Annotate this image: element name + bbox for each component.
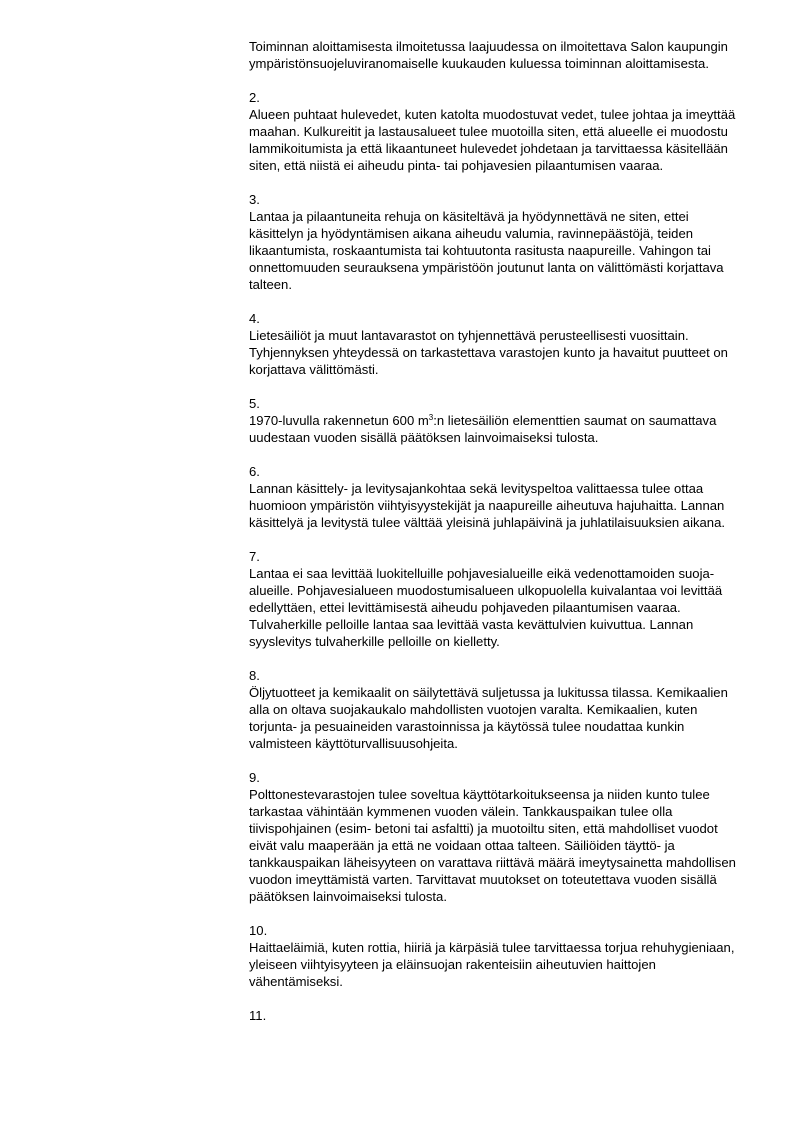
condition-text: Lantaa ei saa levittää luokitelluille pohjavesialueille eikä vedenottamoiden suoja-alueille. Pohjavesialueen muodostumisalueen ulkopuolella kuivalantaa voi levittää edellyttäen, ettei levittämisestä aiheudu pohjaveden pilaantumisen vaaraa. Tulvaherkille pelloille lantaa saa levittää vasta kevättulvien kuivuttua. Lannan syyslevitys tulvaherkille pelloille on kielletty. <box>249 566 723 649</box>
condition-6 <box>249 463 739 531</box>
condition-text: Haittaeläimiä, kuten rottia, hiiriä ja kärpäsiä tulee tarvittaessa torjua rehuhygieniaan, yleiseen viihtyisyyteen ja eläinsuojan rakenteisiin aiheutuvien haittojen vähentämiseksi. <box>249 940 735 989</box>
condition-text: Öljytuotteet ja kemikaalit on säilytettävä suljetussa ja lukitussa tilassa. Kemikaalien alla on oltava suojakaukalo mahdollisten vuotojen varalta. Kemikaalien, kuten torjunta- ja pesuaineiden varastoinnissa ja käytössä tulee noudattaa kunkin valmisteen käyttöturvallisuusohjeita. <box>249 685 728 751</box>
condition-text-start: 1970-luvulla rakennetun 600 m <box>249 413 429 428</box>
intro-paragraph: Toiminnan aloittamisesta ilmoitetussa laajuudessa on ilmoitettava Salon kaupungin ympäristönsuojeluviranomaiselle kuukauden kuluessa toiminnan aloittamisesta. <box>249 39 728 71</box>
condition-4 <box>249 310 739 378</box>
condition-number: 7. <box>249 549 260 564</box>
condition-text: Lannan käsittely- ja levitysajankohtaa sekä levityspeltoa valittaessa tulee ottaa huomioon ympäristön viihtyisyystekijät ja naapureille aiheutuva hajuhaitta. Lannan käsittelyä ja levitystä tulee välttää yleisinä juhlapäivinä ja juhlatilaisuuksien aikana. <box>249 481 726 530</box>
condition-8 <box>249 667 739 752</box>
condition-5 <box>249 395 739 446</box>
document-body <box>249 38 739 1041</box>
cubic-superscript: 3 <box>428 413 434 422</box>
condition-7 <box>249 548 739 650</box>
condition-number: 3. <box>249 192 260 207</box>
condition-3 <box>249 191 739 293</box>
condition-number: 6. <box>249 464 260 479</box>
condition-text <box>249 412 739 446</box>
condition-text: Lantaa ja pilaantuneita rehuja on käsiteltävä ja hyödynnettävä ne siten, ettei käsittelyn ja hyödyntämisen aikana aiheudu valumia, ravinnepäästöjä, teiden likaantumista, roskaantumista tai kohtuutonta rasitusta naapureille. Vahingon tai onnettomuuden seurauksena ympäristöön joutunut lanta on välittömästi korjattava talteen. <box>249 209 724 292</box>
condition-text: Lietesäiliöt ja muut lantavarastot on tyhjennettävä perusteellisesti vuosittain. Tyhjennyksen yhteydessä on tarkastettava varastojen kunto ja havaitut puutteet on korjattava välittömästi. <box>249 328 728 377</box>
condition-number: 2. <box>249 90 260 105</box>
condition-2 <box>249 89 739 174</box>
condition-10 <box>249 922 739 990</box>
condition-11 <box>249 1007 739 1024</box>
condition-number: 8. <box>249 668 260 683</box>
condition-9 <box>249 769 739 905</box>
condition-text: Polttonestevarastojen tulee soveltua käyttötarkoitukseensa ja niiden kunto tulee tarkastaa vähintään kymmenen vuoden välein. Tankkauspaikan tulee olla tiivispohjainen (esim- betoni tai asfaltti) ja muotoiltu siten, että mahdolliset vuodot eivät valu maaperään ja että ne voidaan ottaa talteen. Säiliöiden täyttö- ja tankkauspaikan läheisyyteen on varattava riittävä määrä imeytysainetta mahdollisen vuodon imeyttämistä varten. Tarvittavat muutokset on toteutettava vuoden sisällä päätöksen lainvoimaiseksi tulosta. <box>249 787 736 904</box>
condition-text: Alueen puhtaat hulevedet, kuten katolta muodostuvat vedet, tulee johtaa ja imeyttää maahan. Kulkureitit ja lastausalueet tulee muotoilla siten, että alueelle ei muodostu lammikoitumista ja että likaantuneet hulevedet johdetaan ja tarvittaessa käsitellään siten, että niistä ei aiheudu pinta- tai pohjavesien pilaantumisen vaaraa. <box>249 107 736 173</box>
condition-number: 4. <box>249 311 260 326</box>
condition-number: 5. <box>249 396 260 411</box>
condition-text-end: :n lietesäiliön elementtien saumat on saumattava uudestaan vuoden sisällä päätöksen lainvoimaiseksi tulosta. <box>249 413 717 445</box>
condition-number: 10. <box>249 923 268 938</box>
condition-number: 9. <box>249 770 260 785</box>
condition-number: 11. <box>249 1008 267 1023</box>
